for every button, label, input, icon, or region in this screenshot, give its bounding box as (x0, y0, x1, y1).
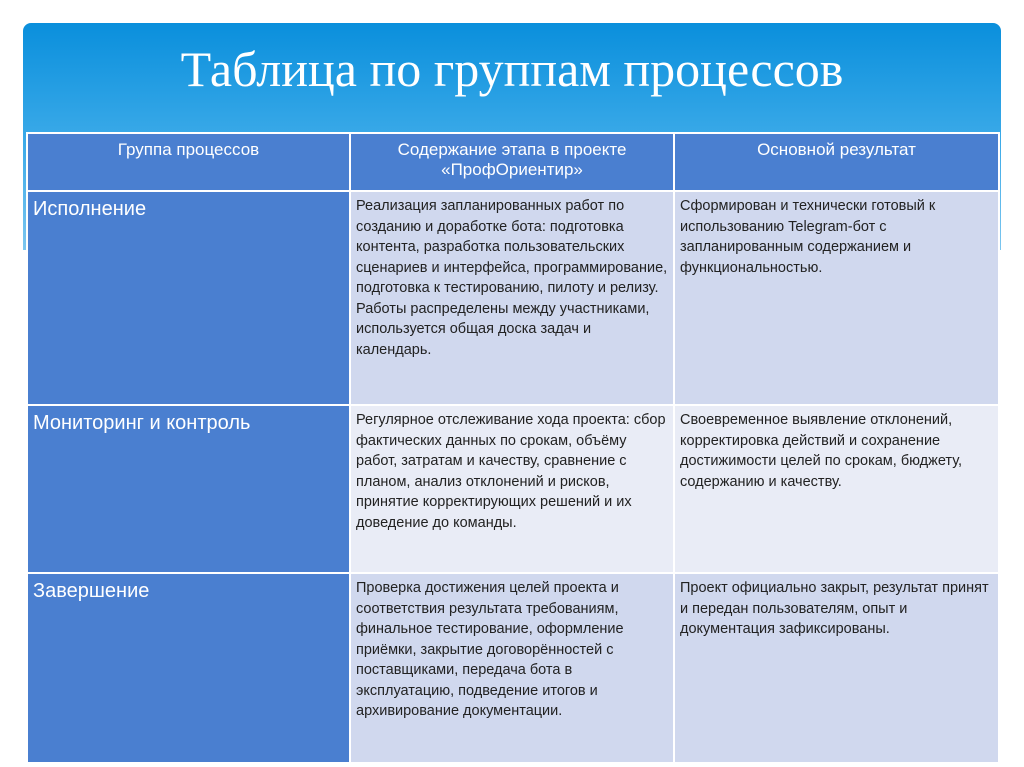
slide-title: Таблица по группам процессов (180, 41, 844, 97)
result-cell: Сформирован и технически готовый к использованию Telegram-бот с запланированным содержанием и функциональностью. (674, 191, 999, 405)
content-cell: Проверка достижения целей проекта и соответствия результата требованиям, финальное тестирование, оформление приёмки, закрытие договорённостей с поставщиками, передача бота в эксплуатацию, подведение итогов и архивирование документации. (350, 573, 674, 763)
header-content: Содержание этапа в проекте «ПрофОриентир» (350, 133, 674, 191)
content-cell: Регулярное отслеживание хода проекта: сбор фактических данных по срокам, объёму работ, затратам и качеству, сравнение с планом, анализ отклонений и рисков, принятие корректирующих решений и их доведение до команды. (350, 405, 674, 573)
result-cell: Своевременное выявление отклонений, корректировка действий и сохранение достижимости целей по срокам, бюджету, содержанию и качеству. (674, 405, 999, 573)
table-header (27, 133, 999, 191)
content-cell: Реализация запланированных работ по созданию и доработке бота: подготовка контента, разработка пользовательских сценариев и интерфейса, программирование, подготовка к тестированию, пилоту и релизу. Работы распределены между участниками, используется общая доска задач и календарь. (350, 191, 674, 405)
process-groups-table (26, 132, 1000, 764)
table-row (27, 405, 999, 573)
header-result: Основной результат (674, 133, 999, 191)
group-cell: Завершение (27, 573, 350, 763)
header-group: Группа процессов (27, 133, 350, 191)
group-cell: Мониторинг и контроль (27, 405, 350, 573)
result-cell: Проект официально закрыт, результат принят и передан пользователям, опыт и документация зафиксированы. (674, 573, 999, 763)
group-cell: Исполнение (27, 191, 350, 405)
table-row (27, 573, 999, 763)
table-row (27, 191, 999, 405)
